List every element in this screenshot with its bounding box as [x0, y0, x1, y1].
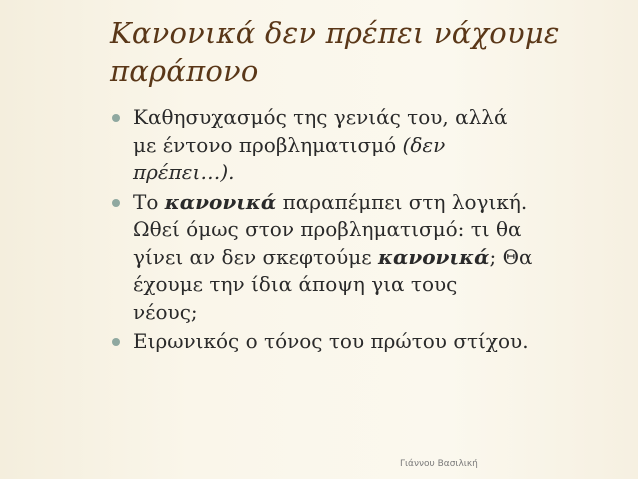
bullet-text: Ειρωνικός ο τόνος του πρώτου στίχου. — [133, 329, 529, 353]
bullet-line — [133, 104, 625, 132]
bullet-line — [133, 271, 625, 299]
bullet-text: Το — [133, 189, 165, 214]
bullet-line — [133, 132, 625, 160]
bullet-line — [133, 189, 625, 217]
bullet-dot-icon — [112, 199, 120, 207]
bullet-item — [110, 328, 625, 356]
bullet-text: γίνει αν δεν σκεφτούμε — [133, 244, 378, 269]
bullet-text: Ωθεί όμως στον προβληματισμό: τι θα — [133, 217, 522, 241]
bullet-line — [133, 216, 625, 244]
bullet-line — [133, 159, 625, 187]
bullet-text: με έντονο προβληματισμό — [133, 132, 403, 157]
bullet-emphasis: κανονικά — [377, 244, 490, 269]
bullet-item — [110, 189, 625, 327]
bullet-line — [133, 244, 625, 272]
bullet-text: έχουμε την ίδια άποψη για τους — [133, 272, 458, 296]
bullet-line — [133, 328, 625, 356]
bullet-text: Καθησυχασμός της γενιάς του, αλλά — [133, 105, 508, 129]
footer-author: Γιάννου Βασιλική — [400, 459, 478, 469]
title-line: Κανονικά δεν πρέπει νάχουμε — [110, 16, 560, 50]
bullet-text: ; Θα — [489, 244, 533, 269]
bullet-dot-icon — [112, 338, 120, 346]
bullet-item — [110, 104, 625, 187]
slide-title — [110, 14, 610, 90]
bullet-emphasis: (δεν — [402, 132, 446, 157]
bullet-text: νέους; — [133, 299, 198, 324]
bullet-emphasis: κανονικά — [164, 189, 277, 214]
bullet-text: παραπέμπει στη λογική. — [276, 189, 528, 214]
bullet-emphasis: πρέπει…). — [133, 160, 235, 184]
bullet-line — [133, 299, 625, 327]
title-line: παράπονο — [110, 54, 259, 88]
bullet-list — [110, 104, 625, 358]
bullet-dot-icon — [112, 114, 120, 122]
